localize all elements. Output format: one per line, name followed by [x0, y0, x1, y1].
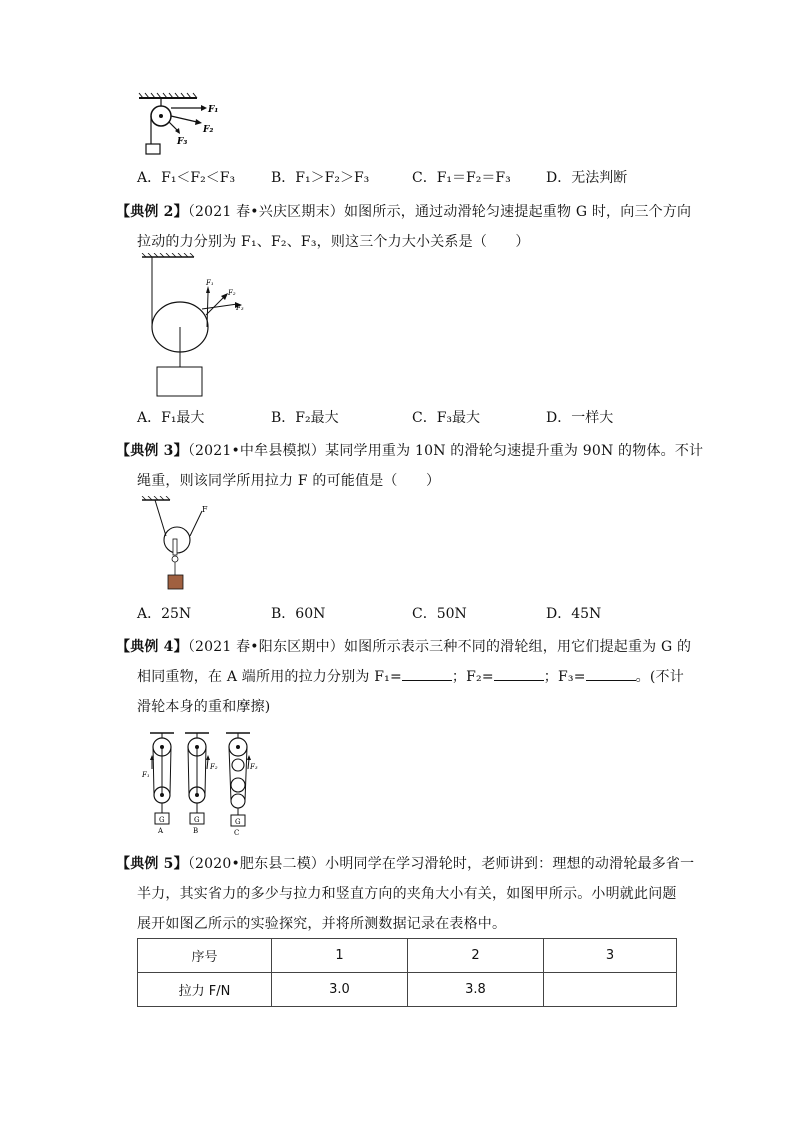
q4-text2d: 。(不计	[635, 669, 684, 685]
q4-label-c: C	[234, 829, 240, 837]
q2-option-a[interactable]: A．F₁最大	[137, 410, 205, 426]
q5-stem-line1	[116, 853, 694, 873]
q3-text1: 某同学用重为 10N 的滑轮匀速提升重为 90N 的物体。不计	[325, 443, 704, 459]
q2-option-b[interactable]: B．F₂最大	[271, 410, 339, 426]
q1-pulley-figure	[135, 92, 225, 160]
q4-text2c: ；F₃=	[543, 669, 586, 685]
table-cell: 3.8	[408, 973, 544, 1007]
q2-pulley-figure	[140, 253, 260, 401]
q2-tag: 【典例 2】	[116, 204, 188, 220]
table-row	[138, 973, 677, 1007]
q5-data-table	[137, 938, 677, 1007]
q3-f-label: F	[202, 505, 208, 514]
q3-tag: 【典例 3】	[116, 443, 188, 459]
q3-stem-line2: 绳重，则该同学所用拉力 F 的可能值是（ ）	[137, 473, 441, 489]
q2-f3-label: F₃	[236, 304, 244, 312]
q4-stem-line2	[137, 666, 684, 686]
q1-f1-label: F₁	[208, 105, 219, 115]
q1-f2-label: F₂	[203, 125, 214, 135]
q2-stem-line1	[116, 201, 691, 221]
q2-option-d[interactable]: D．一样大	[546, 410, 614, 426]
q3-option-a[interactable]: A．25N	[137, 606, 192, 622]
q4-f1-label: F₁	[142, 771, 150, 779]
table-cell: 拉力 F/N	[138, 973, 272, 1007]
q5-tag: 【典例 5】	[116, 856, 188, 872]
q2-text1: 如图所示，通过动滑轮匀速提起重物 G 时，向三个方向	[343, 204, 692, 220]
q2-f2-label: F₂	[228, 289, 236, 297]
table-header-cell: 序号	[138, 939, 272, 973]
q1-option-b[interactable]: B．F₁＞F₂＞F₃	[271, 170, 370, 186]
q4-f3-blank[interactable]	[586, 668, 636, 681]
q4-g-label-b: G	[194, 816, 200, 824]
q4-text1: 如图所示表示三种不同的滑轮组，用它们提起重为 G 的	[343, 639, 692, 655]
q1-option-a[interactable]: A．F₁＜F₂＜F₃	[137, 170, 236, 186]
table-cell-empty[interactable]	[544, 973, 677, 1007]
q4-text2a: 相同重物，在 A 端所用的拉力分别为 F₁=	[137, 669, 402, 685]
q1-option-d[interactable]: D．无法判断	[546, 170, 628, 186]
q4-label-a: A	[158, 827, 164, 835]
q3-option-c[interactable]: C．50N	[412, 606, 467, 622]
q5-stem-line3: 展开如图乙所示的实验探究，并将所测数据记录在表格中。	[137, 916, 507, 932]
q4-f3-label: F₃	[250, 763, 258, 771]
q4-f1-blank[interactable]	[402, 668, 452, 681]
table-header-cell: 3	[544, 939, 677, 973]
q4-stem-line1	[116, 636, 691, 656]
q4-f2-blank[interactable]	[494, 668, 544, 681]
q3-stem-line1	[116, 440, 703, 460]
q2-option-c[interactable]: C．F₃最大	[412, 410, 481, 426]
q4-label-b: B	[193, 827, 199, 835]
q4-tag: 【典例 4】	[116, 639, 188, 655]
table-header-cell: 1	[272, 939, 408, 973]
q3-pulley-figure	[140, 496, 220, 594]
q4-g-label-a: G	[159, 816, 165, 824]
q2-stem-line2: 拉动的力分别为 F₁、F₂、F₃，则这三个力大小关系是（ ）	[137, 234, 530, 250]
q4-stem-line3: 滑轮本身的重和摩擦)	[137, 699, 271, 715]
q4-g-label-c: G	[235, 818, 241, 826]
q5-source: （2020•肥东县二模）	[187, 856, 326, 872]
q4-source: （2021 春•阳东区期中）	[187, 639, 344, 655]
q1-option-c[interactable]: C．F₁＝F₂＝F₃	[412, 170, 511, 186]
table-header-row	[138, 939, 677, 973]
q2-f1-label: F₁	[206, 279, 214, 287]
q4-text2b: ；F₂=	[451, 669, 494, 685]
table-cell: 3.0	[272, 973, 408, 1007]
q4-f2-label: F₂	[210, 763, 218, 771]
q3-source: （2021•中牟县模拟）	[187, 443, 326, 459]
q1-f3-label: F₃	[177, 137, 188, 147]
q3-option-b[interactable]: B．60N	[271, 606, 326, 622]
q3-option-d[interactable]: D．45N	[546, 606, 602, 622]
table-header-cell: 2	[408, 939, 544, 973]
q5-text1: 小明同学在学习滑轮时，老师讲到：理想的动滑轮最多省一	[325, 856, 695, 872]
q4-pulley-figure	[138, 729, 258, 839]
q5-stem-line2: 半力，其实省力的多少与拉力和竖直方向的夹角大小有关，如图甲所示。小明就此问题	[137, 886, 677, 902]
q2-source: （2021 春•兴庆区期末）	[187, 204, 344, 220]
